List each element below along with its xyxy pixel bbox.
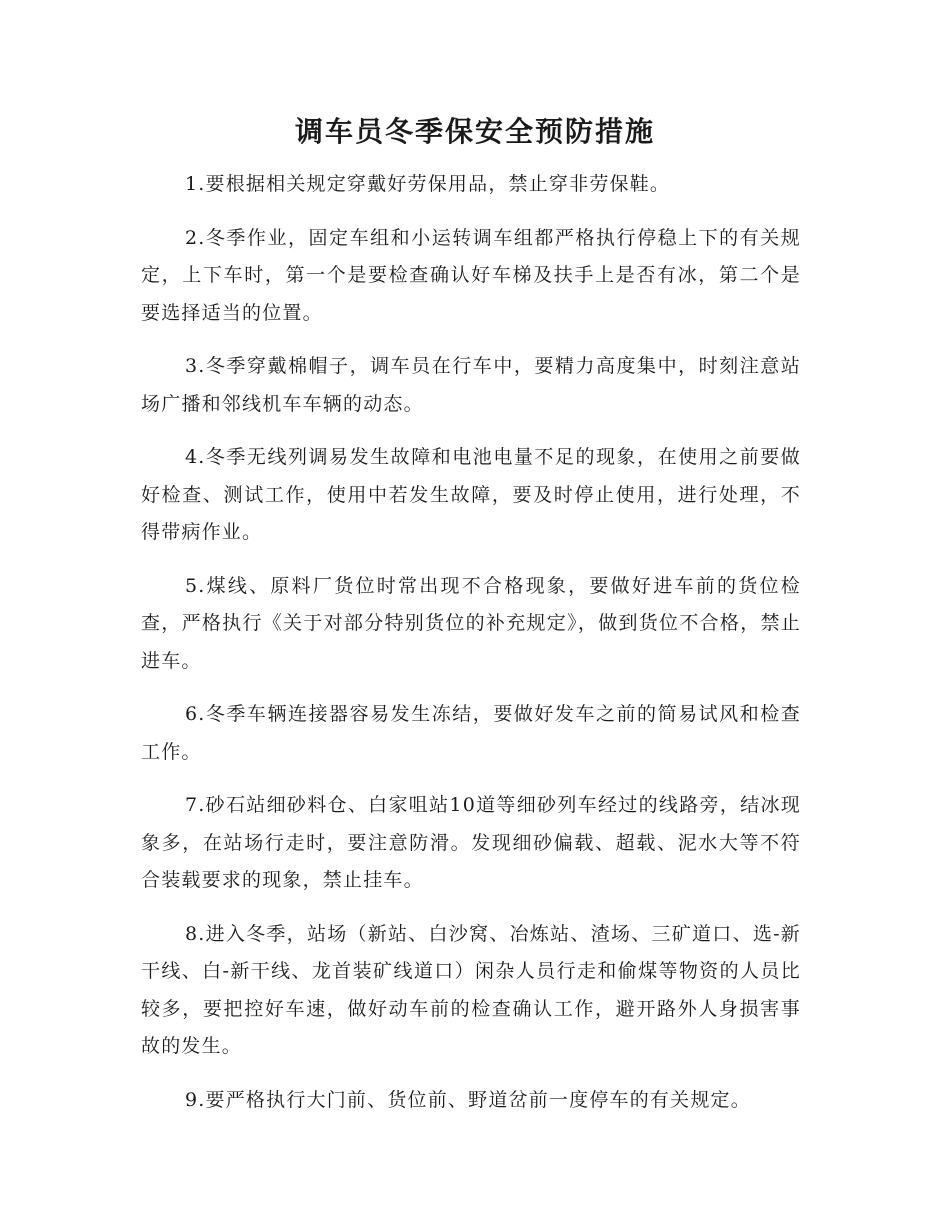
paragraph-3: 3.冬季穿戴棉帽子，调车员在行车中，要精力高度集中，时刻注意站场广播和邻线机车车辆的动态。 xyxy=(141,355,801,415)
paragraph-5: 5.煤线、原料厂货位时常出现不合格现象，要做好进车前的货位检查，严格执行《关于对部分特别货位的补充规定》，做到货位不合格，禁止进车。 xyxy=(141,574,801,672)
paragraph-6: 6.冬季车辆连接器容易发生冻结，要做好发车之前的简易试风和检查工作。 xyxy=(141,703,801,763)
document-body xyxy=(141,166,801,1135)
paragraph-4: 4.冬季无线列调易发生故障和电池电量不足的现象，在使用之前要做好检查、测试工作，使用中若发生故障，要及时停止使用，进行处理，不得带病作业。 xyxy=(141,446,801,543)
paragraph-2: 2.冬季作业，固定车组和小运转调车组都严格执行停稳上下的有关规定，上下车时，第一个是要检查确认好车梯及扶手上是否有冰，第二个是要选择适当的位置。 xyxy=(141,226,801,324)
paragraph-1: 1.要根据相关规定穿戴好劳保用品，禁止穿非劳保鞋。 xyxy=(185,173,671,195)
page-title: 调车员冬季保安全预防措施 xyxy=(294,115,655,148)
paragraph-8: 8.进入冬季，站场（新站、白沙窝、冶炼站、渣场、三矿道口、选-新干线、白-新干线、龙首装矿线道口）闲杂人员行走和偷煤等物资的人员比较多，要把控好车速，做好动车前的检查确认工作，避开路外人身损害事故的发生。 xyxy=(141,922,801,1057)
paragraph-7: 7.砂石站细砂料仓、白家咀站10道等细砂列车经过的线路旁，结冰现象多，在站场行走时，要注意防滑。发现细砂偏载、超载、泥水大等不符合装载要求的现象，禁止挂车。 xyxy=(141,794,801,891)
paragraph-9: 9.要严格执行大门前、货位前、野道岔前一度停车的有关规定。 xyxy=(185,1088,751,1111)
